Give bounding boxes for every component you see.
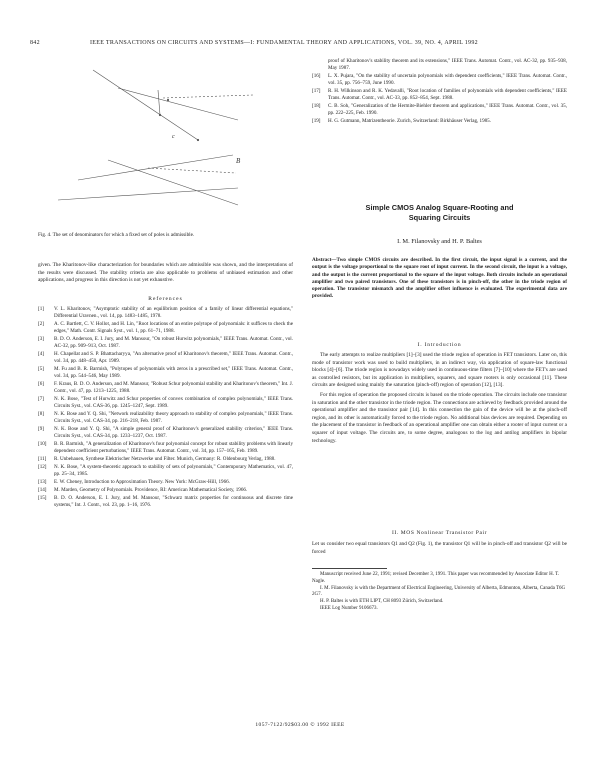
- reference-item: [5] M. Fu and B. R. Barmish, "Polytopes of polynomials with zeros in a prescribed set," IEEE Trans. Automat. Contr., vol. 34, pp. 544–546, May 1989.: [38, 365, 293, 379]
- reference-item: [9] N. K. Bose and Y. Q. Shi, "A simple general proof of Kharitonov's generalized stability criterion," IEEE Trans. Circuits Syst., vol. CAS-34, pp. 1233–1237, Oct. 1987.: [38, 425, 293, 439]
- reference-item: [13] E. W. Cheney, Introduction to Approximation Theory. New York: McGraw-Hill, 1966.: [38, 479, 230, 486]
- reference-item: [11] R. Unbehauen, Synthese Elektrischer Netzwerke und Filter. Munich, Germany: R. Oldenbourg Verlag, 1988.: [38, 455, 276, 462]
- intro-paragraph-1: The early attempts to realize multipliers [1]–[3] used the triode region of operation in FET transistors. Later on, this mode of transistor work was used to build multipliers, in an indirect way, via application of square-law functional blocks [4]–[6]. The triode region is nowadays widely used in continuous-time filters [7]–[10] where the FET's are used as controlled resistors, but its application in multipliers, squarers, and square rooters is only occasional [11]. These circuits are designed using mainly the saturation (pinch-off) region of operation [12], [13].: [312, 352, 567, 389]
- references-list-right: [312, 58, 567, 126]
- figure-line-2: [118, 88, 238, 120]
- section-heading-mos-pair: II. MOS Nonlinear Transistor Pair: [391, 530, 488, 536]
- section-heading-introduction: I. Introduction: [417, 342, 462, 348]
- figure-line-8: [148, 168, 236, 173]
- figure-point: [197, 139, 199, 141]
- footnotes: [312, 572, 567, 613]
- figure-line-3: [158, 90, 160, 115]
- reference-item: proof of Kharitonov's stability theorem and its extensions," IEEE Trans. Automat. Contr., vol. AC-32, pp. 935–938, May 1987.: [328, 58, 567, 71]
- reference-item: [12] N. K. Bose, "A system-theoretic approach to stability of sets of polynomials," Contemporary Mathematics, vol. 47, pp. 25–34, 1985.: [38, 464, 293, 477]
- reference-item: [3] B. D. O. Anderson, E. I. Jury, and M. Mansour, "On robust Hurwitz polynomials," IEEE Trans. Automat. Contr., vol. AC-32, pp. 909–913, Oct. 1987.: [38, 335, 293, 349]
- journal-title: IEEE TRANSACTIONS ON CIRCUITS AND SYSTEMS—I: FUNDAMENTAL THEORY AND APPLICATIONS, VOL. 39, NO. 4, APRIL 1992: [90, 40, 478, 46]
- reference-item: [8] N. K. Bose and Y. Q. Shi, "Network realizability theory approach to stability of complex polynomials," IEEE Trans. Circuits Syst., vol. CAS-34, pp. 216–218, Feb. 1987.: [38, 410, 293, 424]
- reference-item: [18] C. B. Soh, "Generalization of the Hermite-Biehler theorem and applications," IEEE Trans. Automat. Contr., vol. 35, pp. 222–225, Feb. 1990.: [312, 102, 567, 116]
- reference-item: [14] M. Marden, Geometry of Polynomials. Providence, RI: American Mathematical Society, 1966.: [38, 487, 248, 494]
- reference-item: [6] F. Kraus, B. D. O. Anderson, and M. Mansour, "Robust Schur polynomial stability and Kharitonov's theorem," Int. J. Contr., vol. 47, pp. 1213–1225, 1988.: [38, 380, 293, 394]
- reference-item: [4] H. Chapellat and S. P. Bhattacharyya, "An alternative proof of Kharitonov's theorem," IEEE Trans. Automat. Contr., vol. 34, pp. 448–450, Apr. 1989.: [38, 350, 293, 364]
- figure-line-6: [108, 160, 238, 205]
- article-title: [312, 203, 567, 223]
- figure-point: [167, 99, 169, 101]
- figure-point: [159, 114, 161, 116]
- reference-item: [10] B. R. Barmish, "A generalization of Kharitonov's four polynomial concept for robust stability problems with linearly dependent coefficient perturbations," IEEE Trans. Automat. Contr., vol. 34, pp. 157–165, Feb. 1989.: [38, 440, 293, 454]
- reference-item: [16] L. X. Pujara, "On the stability of uncertain polynomials with dependent coefficients," IEEE Trans. Automat. Contr., vol. 35, pp. 756–759, June 1990.: [312, 72, 567, 86]
- introduction-text: [312, 352, 567, 447]
- figure-4: [38, 60, 288, 230]
- figure-label-c: c: [172, 134, 175, 140]
- article-title-line-1: Simple CMOS Analog Square-Rooting and: [365, 203, 514, 212]
- reference-item: [1] V. L. Kharitonov, "Asymptotic stability of an equilibrium position of a family of linear differential equations," Differential Uravnen., vol. 14, pp. 1483–1485, 1978.: [38, 306, 293, 319]
- figure-label-b: B: [236, 157, 241, 165]
- article-abstract: Abstract—Two simple CMOS circuits are described. In the first circuit, the input signal is a current, and the output is the voltage proportional to the square root of input current. In the second circuit, the input is a voltage, and the output is the current proportional to the square of the input voltage. Both circuits include an operational amplifier and two paired transistors. One of these transistors is in pinch-off, the other in the triode region of operation. The transistor mismatch and the amplifier offset influence is evaluated. The experimental data are provided.: [312, 257, 567, 300]
- conclusion-paragraph: given. The Kharitonov-like characterization for boundaries which are admissible was shown, and the interpretations of the results were discussed. The stability criteria are also applicable to problems of unbiased estimation and other applications, and progress in this direction is not yet exhaustive.: [38, 262, 293, 284]
- footnote-manuscript: Manuscript received June 22, 1991; revised December 3, 1991. This paper was recommended by Associate Editor H. T. Nagle.: [312, 572, 560, 584]
- footnote-author-1: I. M. Filanovsky is with the Department of Electrical Engineering, University of Alberta, Edmonton, Alberta, Canada T6G 2G7.: [312, 585, 566, 598]
- footnote-log-number: IEEE Log Number 9106673.: [320, 605, 378, 611]
- section-2-text: Let us consider two equal transistors Q1 and Q2 (Fig. 1), the transistor Q1 will be in pinch-off and transistor Q2 will be forced: [312, 541, 567, 555]
- footnote-author-2: H. P. Baltes is with ETH LIPT, CH 8093 Zürich, Switzerland.: [320, 599, 444, 605]
- reference-item: [2] A. C. Bartlett, C. V. Hollot, and H. Lin, "Root locations of an entire polytope of polynomials: it suffices to check the edges," Math. Contr. Signals Syst., vol. 1, pp. 61–71, 1988.: [38, 320, 293, 334]
- page-number: 842: [30, 40, 40, 46]
- reference-item: [19] H. G. Gutmann, Matrizentheorie. Zurich, Switzerland: Birkhäuser Verlag, 1985.: [312, 117, 492, 124]
- reference-item: [7] N. K. Bose, "Test of Hurwitz and Schur properties of convex combination of complex polynomials," IEEE Trans. Circuits Syst., vol. CAS-36, pp. 1245–1247, Sept. 1989.: [38, 395, 293, 409]
- reference-item: [17] R. H. Wilkinson and R. K. Yedavalli, "Root location of families of polynomials with dependent coefficients," IEEE Trans. Automat. Contr., vol. AC-33, pp. 852–854, Sept. 1988.: [312, 87, 567, 101]
- article-title-line-2: Squaring Circuits: [408, 213, 471, 222]
- figure-line-5: [58, 188, 238, 200]
- copyright-footer: 1057-7122/92$03.00 © 1992 IEEE: [255, 722, 345, 728]
- figure-line-7: [163, 95, 253, 98]
- references-heading: References: [148, 296, 183, 302]
- intro-paragraph-2: For this region of operation the proposed circuits is based on the triode operation. The circuits include one transistor in saturation and the other transistor in the triode region. The connections are achieved by feedback provided around the operational amplifier and the transistor pair [14]. In this connection the gain of the device will be at the pinch-off region, and its other is automatically forced to the triode region. No additional bias devices are required. Depending on the placement of the transistor in feedback of an operational amplifier one can obtain either a rooter of input current or a squarer of input voltage. The circuits are, to some degree, analogous to the log and antilog amplifiers in bipolar technology.: [312, 391, 567, 444]
- footnote-divider: [312, 568, 387, 569]
- figure-4-plot: [38, 60, 288, 230]
- reference-item: [15] B. D. O. Anderson, E. I. Jury, and M. Mansour, "Schwarz matrix properties for continuous and discrete time systems," Int. J. Contr., vol. 23, pp. 1–16, 1976.: [38, 495, 293, 509]
- references-list-left: [38, 306, 293, 510]
- figure-caption: Fig. 4. The set of denominators for which a fixed set of poles is admissible.: [38, 232, 195, 238]
- article-authors: I. M. Filanovsky and H. P. Baltes: [397, 238, 482, 245]
- running-header: [30, 40, 570, 50]
